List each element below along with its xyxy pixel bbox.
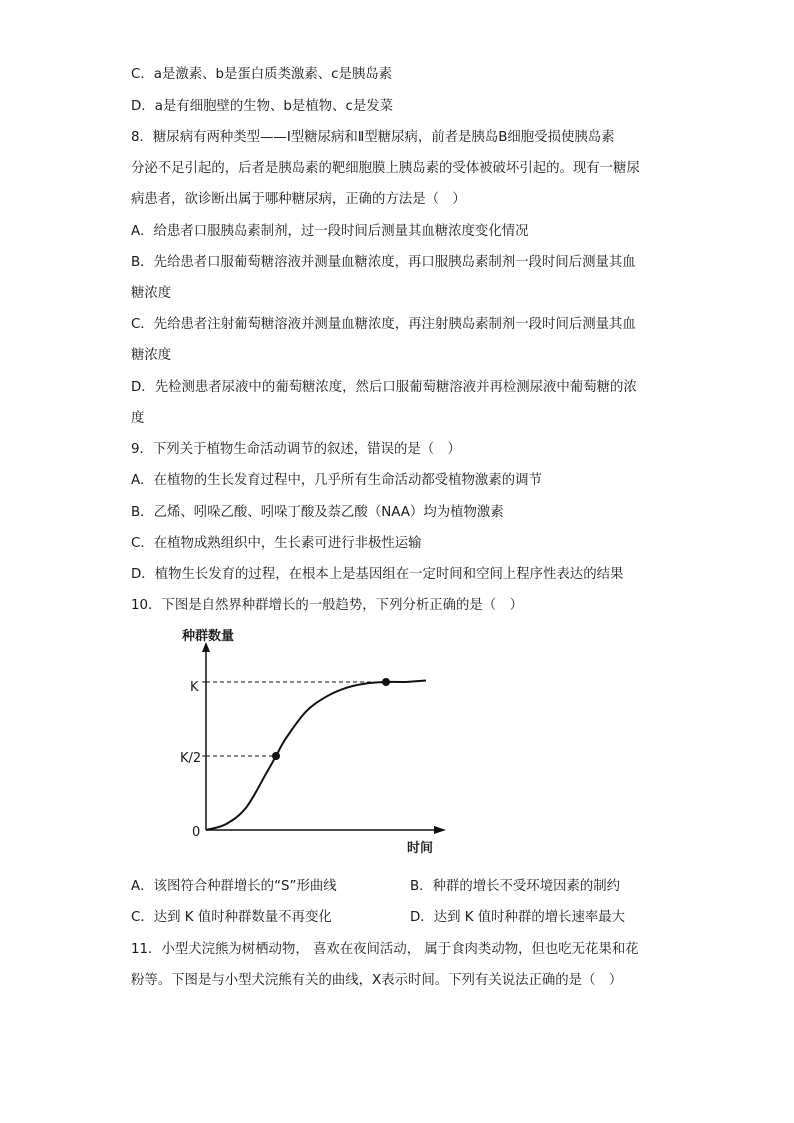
text-line: 糖浓度	[131, 286, 172, 301]
tick-label-origin: 0	[192, 825, 201, 840]
text-line: 分泌不足引起的，后者是胰岛素的靶细胞膜上胰岛素的受体被破坏引起的。现有一糖尿	[131, 161, 640, 176]
option-c: C．在植物成熟组织中，生长素可进行非极性运输	[131, 536, 422, 551]
q10-option-c: C．达到 K 值时种群数量不再变化	[131, 910, 332, 925]
option-c: C．先给患者注射葡萄糖溶液并测量血糖浓度，再注射胰岛素制剂一段时间后测量其血	[131, 317, 636, 332]
s-curve-line	[206, 681, 426, 830]
chart-points	[272, 678, 390, 760]
x-axis-label: 时间	[407, 841, 434, 856]
text-line: 糖浓度	[131, 348, 172, 363]
question-10-stem: 10．下图是自然界种群增长的一般趋势，下列分析正确的是（ ）	[131, 598, 523, 613]
question-8-stem: 8．糖尿病有两种类型——Ⅰ型糖尿病和Ⅱ型糖尿病，前者是胰岛B细胞受损使胰岛素	[131, 130, 615, 145]
tick-label-k: K	[190, 680, 199, 695]
option-d: D．先检测患者尿液中的葡萄糖浓度，然后口服葡萄糖溶液并再检测尿液中葡萄糖的浓	[131, 380, 637, 395]
option-a: A．给患者口服胰岛素制剂，过一段时间后测量其血糖浓度变化情况	[131, 224, 529, 239]
chart-guides	[202, 682, 386, 756]
text-line: D．a是有细胞壁的生物、b是植物、c是发菜	[131, 99, 394, 114]
question-11-stem: 11．小型犬浣熊为树栖动物， 喜欢在夜间活动， 属于食肉类动物，但也吃无花果和花	[131, 942, 639, 957]
option-a: A．在植物的生长发育过程中，几乎所有生命活动都受植物激素的调节	[131, 473, 542, 488]
q10-option-d: D．达到 K 值时种群的增长速率最大	[410, 910, 626, 925]
q10-option-b: B．种群的增长不受环境因素的制约	[410, 879, 621, 894]
tick-label-k-half: K/2	[180, 751, 202, 766]
text-line: C．a是激素、b是蛋白质类激素、c是胰岛素	[131, 67, 393, 82]
option-b: B．乙烯、吲哚乙酸、吲哚丁酸及萘乙酸（NAA）均为植物激素	[131, 505, 504, 520]
x-axis-arrow	[434, 826, 446, 834]
k-half-point	[272, 752, 280, 760]
text-line: 病患者，欲诊断出属于哪种糖尿病，正确的方法是（ ）	[131, 192, 466, 207]
k-point	[382, 678, 390, 686]
text-line: 度	[131, 411, 145, 426]
question-9-stem: 9．下列关于植物生命活动调节的叙述，错误的是（ ）	[131, 442, 461, 457]
option-d: D．植物生长发育的过程，在根本上是基因组在一定时间和空间上程序性表达的结果	[131, 567, 624, 582]
option-b: B．先给患者口服葡萄糖溶液并测量血糖浓度，再口服胰岛素制剂一段时间后测量其血	[131, 255, 636, 270]
text-line: 粉等。下图是与小型犬浣熊有关的曲线，X表示时间。下列有关说法正确的是（ ）	[131, 973, 623, 988]
q10-option-a: A．该图符合种群增长的“S”形曲线	[131, 879, 337, 894]
chart-axes	[202, 642, 446, 834]
y-axis-label: 种群数量	[182, 629, 235, 644]
population-growth-chart	[170, 620, 460, 860]
